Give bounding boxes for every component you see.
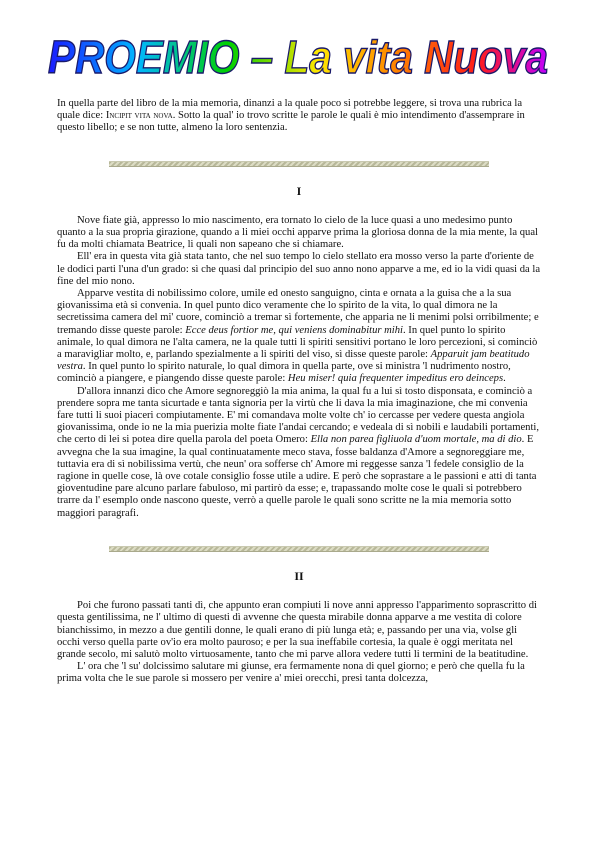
s1-p3-text-b: . In quel punto lo spirito animale, lo qual dimora ne l'alta camera, ne la quale tutti li spiriti sensitivi portano le loro percezioni, si cominciò a maravigliar molto, e, parlando spezialmente a li spiriti del viso, sì disse queste parole: xyxy=(57,324,538,361)
title-wordart xyxy=(0,28,596,88)
s1-p4-text-b: . E avvegna che la sua imagine, la qual continuatamente meco stava, fosse baldanza d'Amore a segnoreggiare me, tuttavia era di sì nobilissima vertù, che neun' ora sofferse ch' Amore mi reggesse sanza 'l fedele consiglio de la ragione in quelle cose, là ove cotale consiglio fosse utile a udire. E però che soprastare a le passioni e atti di tanta gioventudine pare alcuno parlare fabuloso, mi partirò da esse; e, trapassando molte cose le quali si potrebbero trarre da l' esemplo onde nascono queste, verrò a quelle parole le quali sono scritte ne la mia memoria sotto maggiori paragrafi. xyxy=(57,434,537,519)
s1-p3-text-d: . xyxy=(503,373,506,385)
s1-paragraph-4 xyxy=(57,386,541,520)
latin-quote-3: Heu miser! quia frequenter impeditus ero deinceps xyxy=(287,373,504,385)
s1-p3-text-c: . In quel punto lo spirito naturale, lo qual dimora in quella parte, ove si ministra 'l nudrimento nostro, cominciò a piangere, e piangendo disse queste parole: xyxy=(57,361,511,385)
divider-2 xyxy=(109,546,489,552)
s1-p3-text-a: Apparve vestita di nobilissimo colore, umile ed onesto sanguigno, cinta e ornata a la guisa che a la sua giovanissima età si convenia. In quel punto dico veramente che lo spirito de la vita, lo qual dimora ne la secretissima camera del mi' cuore, cominciò a tremar sì fortemente, che apparia ne li menimi polsi orribilmente; e tremando disse queste parole: xyxy=(57,288,539,336)
latin-quote-2: Apparuit jam beatitudo vestra xyxy=(57,349,530,373)
intro-text-1: In quella parte del libro de la mia memoria, dinanzi a la quale poco si potrebbe leggere, si trova una rubrica la quale dice: xyxy=(57,98,523,122)
document-body xyxy=(57,98,541,686)
incipit-rubric: Incipit vita nova xyxy=(105,110,173,122)
divider-1 xyxy=(109,161,489,167)
s2-paragraph-1: Poi che furono passati tanti dì, che appunto eran compiuti li nove anni appresso l'apparimento soprascritto di questa gentilissima, ne l' ultimo di questi dì avvenne che questa mirabile donna apparve a me vestita di colore bianchissimo, in mezzo a due gentili donne, le quali erano di più lunga età; e, passando per una via, volse gli occhi verso quella parte ov'io era molto pauroso; e per la sua ineffabile cortesia, la quale è oggi meritata nel grande secolo, mi salutò molto virtuosamente, tanto che mi parve allora vedere tutti li termini de la beatitudine. xyxy=(57,600,537,660)
intro-paragraph xyxy=(57,98,541,135)
page-title: PROEMIO – La vita Nuova xyxy=(48,31,548,83)
s1-paragraph-1: Nove fiate già, appresso lo mio nascimento, era tornato lo cielo de la luce quasi a uno medesimo punto quanto a la sua propria girazione, quando a li miei occhi apparve prima la gloriosa donna de la mia mente, la qual fu da molti chiamata Beatrice, li quali non sapeano che si chiamare. xyxy=(57,214,538,251)
s2-paragraph-2: L' ora che 'l su' dolcissimo salutare mi giunse, era fermamente nona di quel giorno; e però che quella fu la prima volta che le sue parole si mossero per venire a' miei orecchi, presi tanta dolcezza, xyxy=(57,661,525,685)
section-heading-2: II xyxy=(294,568,304,583)
intro-text-2: . Sotto la qual' io trovo scritte le parole le quali è mio intendimento d'assemprare in questo libello; e se non tutte, almeno la loro sentenzia. xyxy=(57,110,525,134)
homer-quote: Ella non parea figliuola d'uom mortale, ma di dio xyxy=(310,434,522,446)
s1-paragraph-3 xyxy=(57,288,541,386)
s1-paragraph-2: Ell' era in questa vita già stata tanto, che nel suo tempo lo cielo stellato era mosso verso la parte d'oriente de le dodici parti l'una d'un grado: sì che quasi dal principio del suo anno nono apparve a me, ed io la vidi quasi da la fine del mio nono. xyxy=(57,251,541,287)
latin-quote-1: Ecce deus fortior me, qui veniens dominabitur mihi xyxy=(185,324,403,336)
section-heading-1: I xyxy=(296,183,302,198)
page-title-banner xyxy=(0,28,596,88)
s1-p4-text-a: D'allora innanzi dico che Amore segnoreggiò la mia anima, la qual fu a lui sì tosto disponsata, e cominciò a prendere sopra me tanta sicurtade e tanta signoria per la virtù che li dava la mia imaginazione, che mi convenia fare tutti li suoi piaceri compiutamente. E' mi comandava molte volte ch' io cercasse per vedere questa angiola giovanissima, onde io ne la mia puerizia molte fiate l'andai cercando; e vedeala di sì nobili e laudabili portamenti, che certo di lei si potea dire quella parola del poeta Omero: xyxy=(57,385,539,446)
